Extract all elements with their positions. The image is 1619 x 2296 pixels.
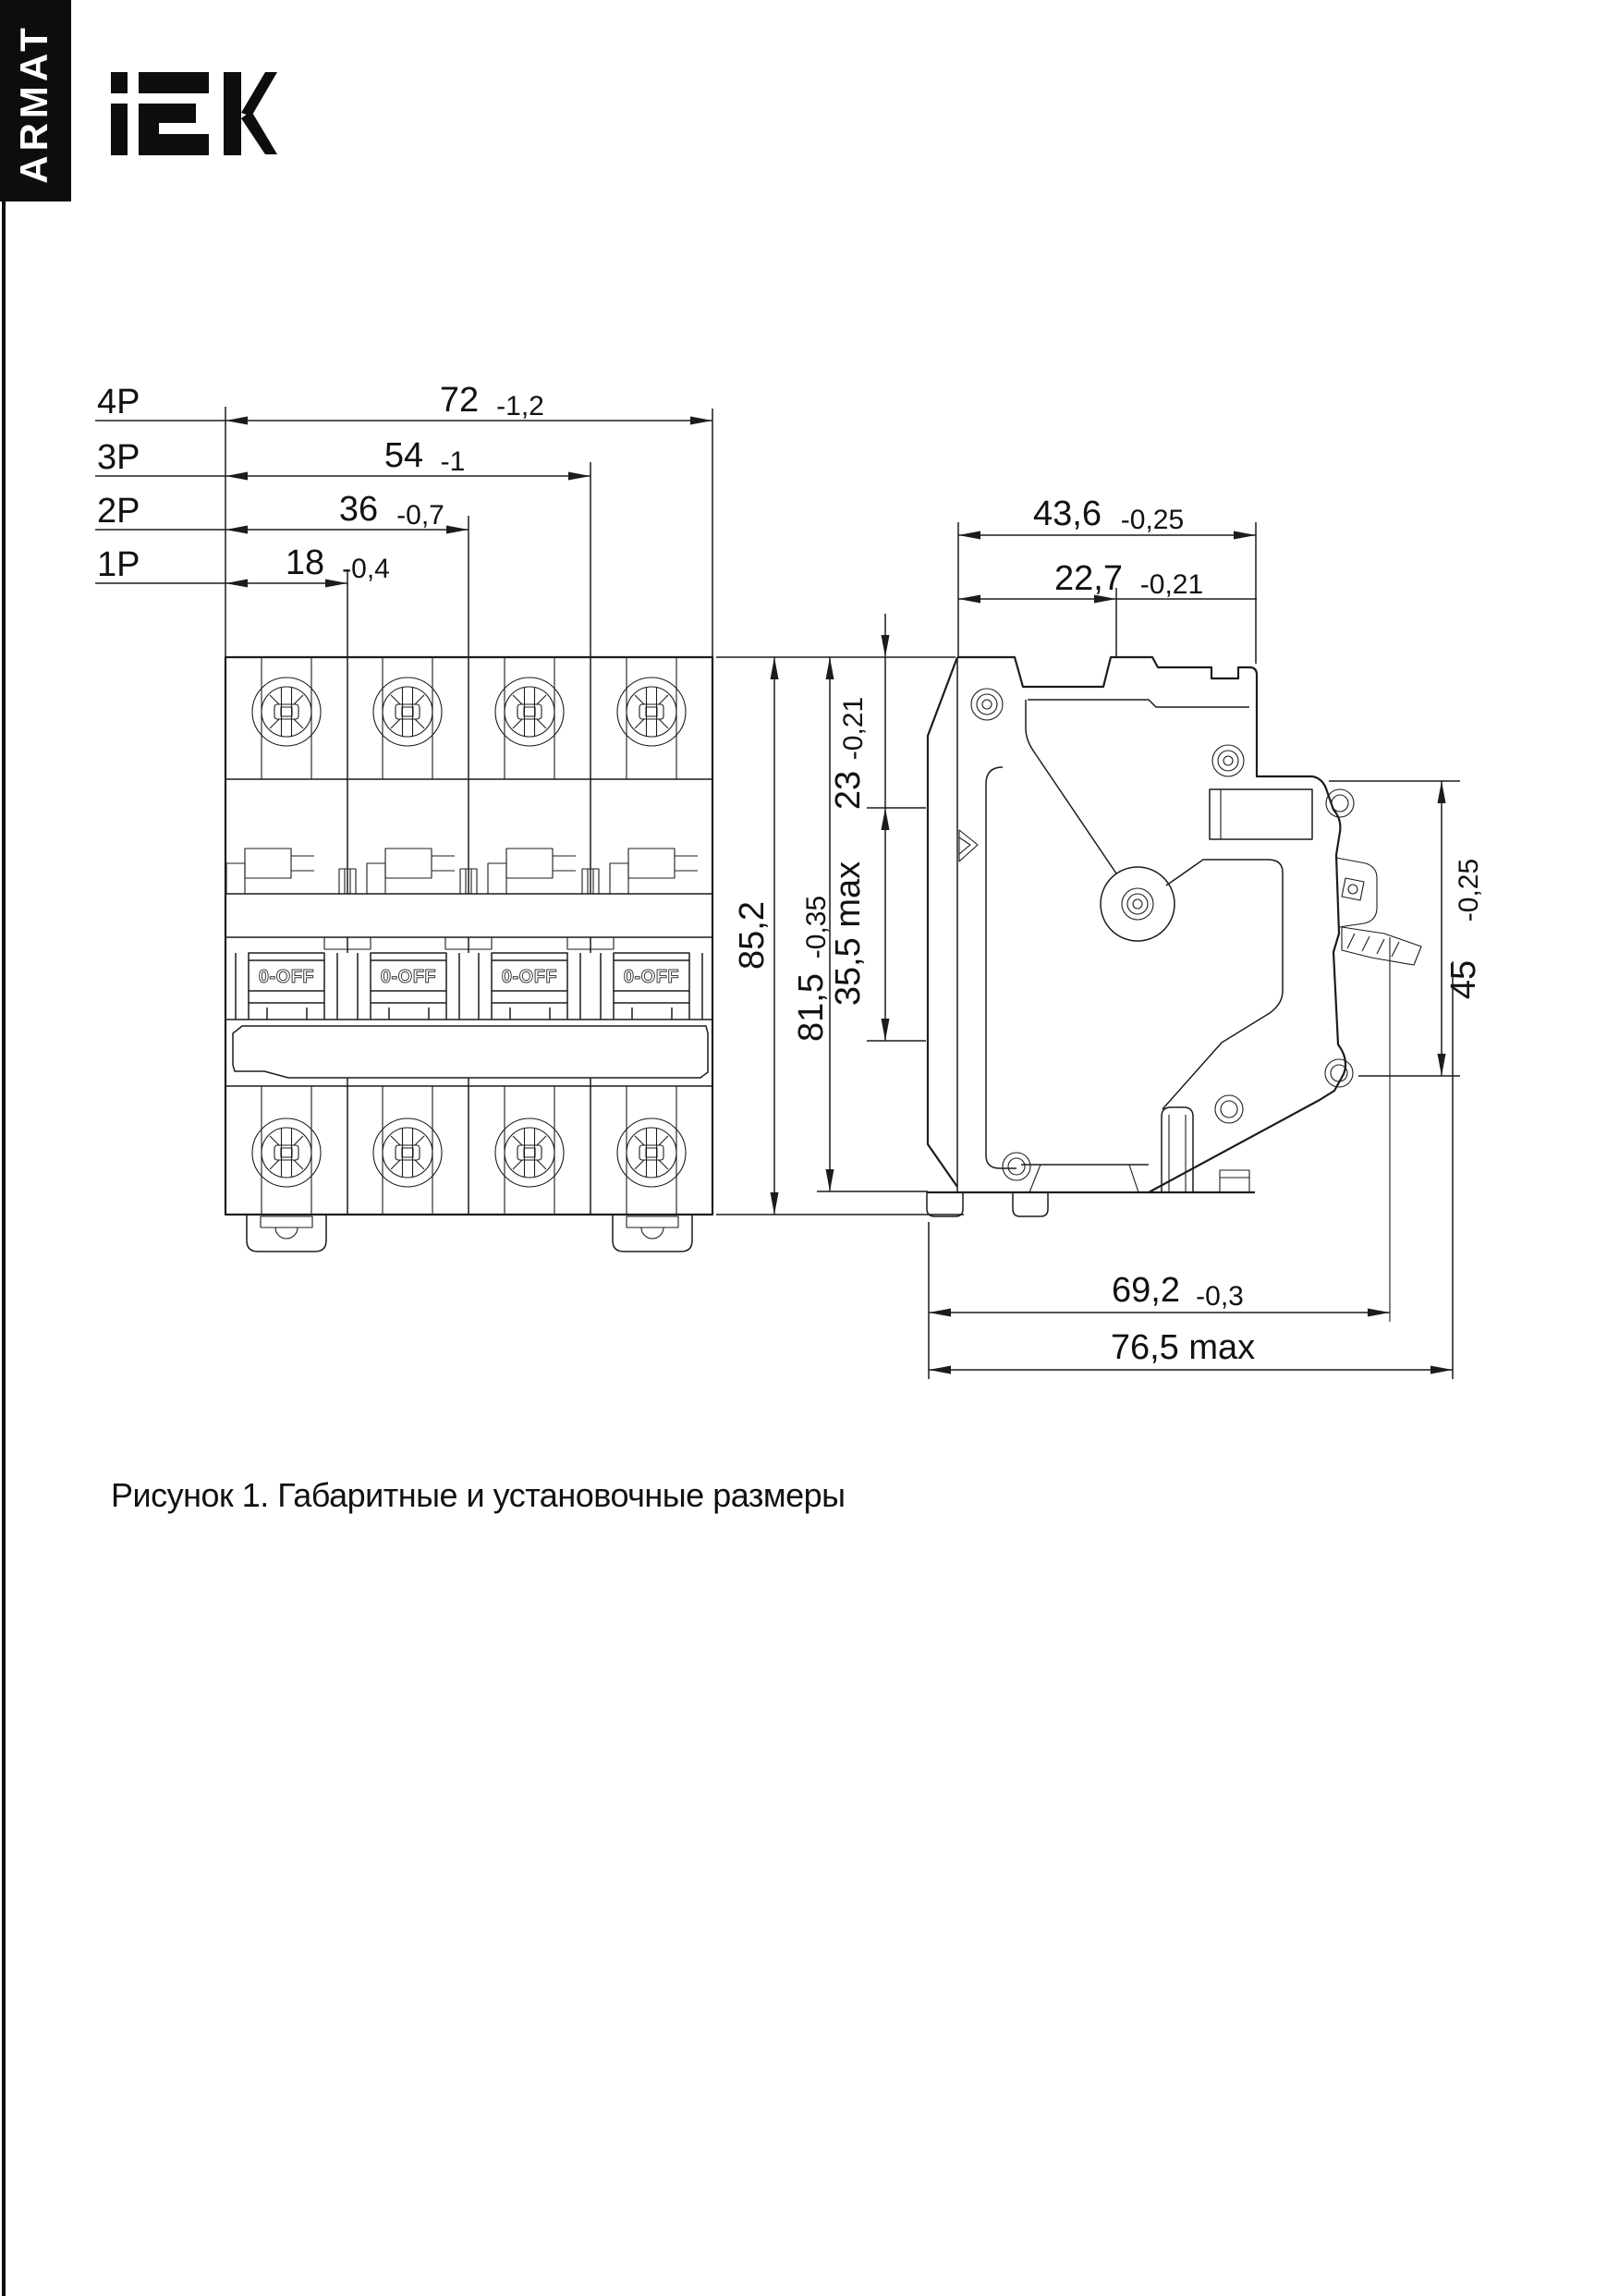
pole-label: 3P [97, 438, 140, 477]
dim-value: 45 [1444, 959, 1483, 1000]
dim-value: 69,2 [1112, 1271, 1180, 1310]
screw-terminal-icon [373, 1118, 442, 1187]
figure-caption: Рисунок 1. Габаритные и установочные размеры [111, 1476, 846, 1514]
front-view-body [225, 657, 712, 1252]
screw-terminal-icon [617, 678, 686, 746]
toggle-switches [236, 953, 702, 1020]
screw-icon [1122, 888, 1153, 920]
screw-terminal-icon [373, 678, 442, 746]
screw-terminal-icon [495, 678, 564, 746]
din-latch [1336, 858, 1421, 965]
front-view [95, 381, 964, 1252]
dim-value: 35,5 max [829, 861, 868, 1007]
dim-value: 72 [439, 381, 480, 420]
screw-terminal-icon [252, 678, 321, 746]
handle-bar [233, 1026, 708, 1078]
dim-tolerance: -0,21 [838, 696, 869, 761]
brand-block [0, 0, 277, 2296]
dim-value: 54 [383, 436, 424, 475]
din-feet [247, 1215, 692, 1252]
dim-tolerance: -0,21 [1139, 569, 1204, 600]
pole-label: 2P [97, 492, 140, 531]
left-rule [2, 200, 6, 2296]
pole-label: 4P [97, 383, 140, 421]
dim-tolerance: -1 [440, 446, 466, 477]
dim-tolerance: -0,35 [801, 895, 832, 959]
dim-value: 85,2 [733, 901, 772, 970]
dim-tolerance: -0,25 [1454, 858, 1484, 922]
toggle-label: 0-OFF [623, 967, 680, 987]
pole-label: 1P [97, 545, 140, 584]
dim-value: 81,5 [792, 973, 831, 1042]
dim-value: 36 [338, 490, 379, 529]
toggle-label: 0-OFF [501, 967, 558, 987]
screw-icon [1212, 745, 1244, 776]
dim-tolerance: -0,4 [342, 554, 390, 584]
dim-value: 76,5 max [1110, 1328, 1256, 1367]
toggle-label: 0-OFF [258, 967, 315, 987]
side-view-body [927, 657, 1421, 1322]
clip-tabs [226, 849, 698, 894]
screw-terminal-icon [617, 1118, 686, 1187]
dim-tolerance: -0,25 [1120, 505, 1185, 535]
dim-value: 43,6 [1033, 495, 1102, 533]
front-view-pole-dimension-labels [97, 381, 544, 584]
dim-tolerance: -0,7 [396, 500, 444, 531]
series-vertical-label: ARMAT [12, 23, 55, 184]
side-view [792, 495, 1484, 1379]
iek-logo [111, 72, 277, 155]
toggle-label: 0-OFF [380, 967, 437, 987]
screw-icon [1215, 1095, 1243, 1123]
dim-value: 18 [285, 543, 325, 582]
screw-icon [971, 689, 1003, 720]
dim-value: 22,7 [1054, 559, 1123, 598]
dim-tolerance: -1,2 [496, 391, 544, 421]
screw-terminal-icon [252, 1118, 321, 1187]
dim-value: 23 [829, 770, 868, 811]
screw-terminal-icon [495, 1118, 564, 1187]
screw-icon [1003, 1153, 1030, 1180]
dim-tolerance: -0,3 [1196, 1281, 1244, 1312]
